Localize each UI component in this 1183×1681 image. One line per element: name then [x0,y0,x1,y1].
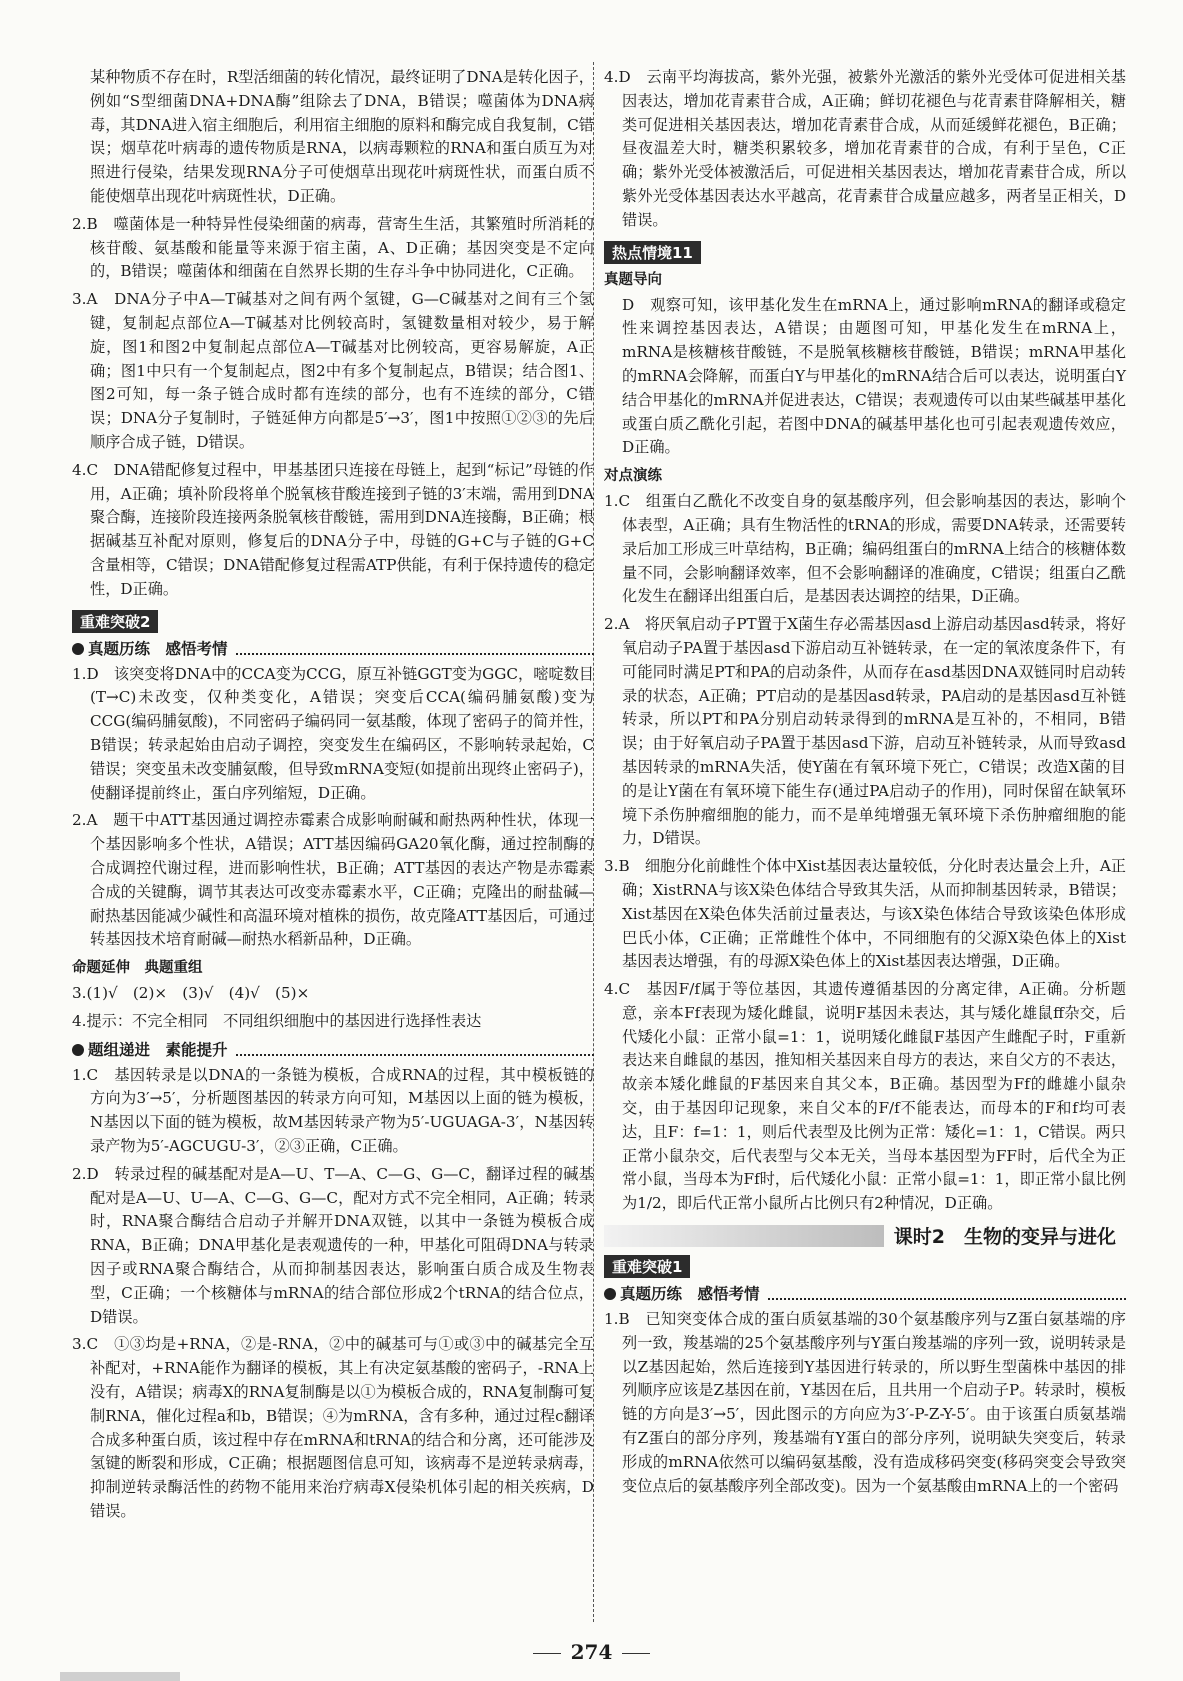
page-number-text: 274 [570,1640,613,1664]
left-column [72,66,594,1528]
answer-d1: 1.C 组蛋白乙酰化不改变自身的氨基酸序列，但会影响基因的表达，影响个体表型，A正确；具有生物活性的tRNA的形成，需要DNA转录，还需要转录后加工形成三叶草结构，B正确；编码组蛋白的mRNA上结合的核糖体数量不同，会影响翻译效率，但不会影响翻译的准确度，C错误；组蛋白乙酰化发生在翻译出组蛋白后，是基因表达调控的结果，D正确。 [604,492,1126,606]
bullet-disc-icon [72,1044,84,1056]
lesson-banner [604,1222,1126,1249]
answer-4-hint: 4.提示：不完全相同 不同组织细胞中的基因进行选择性表达 [72,1011,482,1030]
paragraph-intro: 某种物质不存在时，R型活细菌的转化情况，最终证明了DNA是转化因子，例如“S型细菌DNA+DNA酶”组除去了DNA，B错误；噬菌体为DNA病毒，其DNA进入宿主细胞后，利用宿主细胞的原料和酶完成自我复制，C错误；烟草花叶病毒的遗传物质是RNA，以病毒颗粒的RNA和蛋白质互为对照进行侵染，结果发现RNA分子可使烟草出现花叶病斑性状，而蛋白质不能使烟草出现花叶病斑性状，D正确。 [90,68,594,205]
answer-d3: 3.B 细胞分化前雌性个体中Xist基因表达量较低，分化时表达量会上升，A正确；XistRNA与该X染色体结合导致其失活，从而抑制基因转录，B错误；Xist基因在X染色体失活前过量表达，与该X染色体结合导致该染色体形成巴氏小体，C正确；正常雌性个体中，不同细胞有的父源X染色体上的Xist基因表达增强，有的母源X染色体上的Xist基因表达增强，D正确。 [604,857,1126,971]
answer-last: 1.B 已知突变体合成的蛋白质氨基端的30个氨基酸序列与Z蛋白氨基端的序列一致，羧基端的25个氨基酸序列与Y蛋白羧基端的序列一致，说明转录是以Z基因起始，然后连接到Y基因进行转录的，所以野生型菌株中基因的排列顺序应该是Z基因在前，Y基因在后，且共用一个启动子P。转录时，模板链的方向是3′→5′，因此图示的方向应为3′-P-Z-Y-5′。由于该蛋白质氨基端有Z蛋白的部分序列，羧基端有Y蛋白的部分序列，说明缺失突变后，转录形成的mRNA依然可以编码氨基酸，没有造成移码突变(移码突变会导致突变位点后的氨基酸序列全部改变)。因为一个氨基酸由mRNA上的一个密码 [604,1310,1126,1495]
subsection-title: 真题历练 感悟考情 [88,639,228,658]
heading-duidian-yanlian: 对点演练 [604,468,662,485]
subsection-header-tizu [72,1038,594,1062]
dotted-leader [236,1044,594,1056]
bottom-edge-bar [60,1672,180,1681]
subsection-header-zhenti [72,637,594,661]
subsection-title: 题组递进 素能提升 [88,1040,228,1059]
answer-c2: 2.D 转录过程的碱基配对是A—U、T—A、C—G、G—C，翻译过程的碱基配对是A—U、U—A、C—G、G—C，配对方式不完全相同，A正确；转录时，RNA聚合酶结合启动子并解开DNA双链，以其中一条链为模板合成RNA，B正确；DNA甲基化是表观遗传的一种，甲基化可阻碍DNA与转录因子或RNA聚合酶结合，从而抑制基因表达，影响蛋白质合成及生物表型，C正确；一个核糖体与mRNA的结合部位形成2个tRNA的结合位点，D错误。 [72,1164,594,1326]
dotted-leader [236,643,594,655]
answer-d4: 4.C 基因F/f属于等位基因，其遗传遵循基因的分离定律，A正确。分析题意，亲本Ff表现为矮化雌鼠，说明F基因未表达，其与矮化雄鼠ff杂交，后代矮化小鼠：正常小鼠=1：1，说明矮化雌鼠F基因产生雌配子时，F重新表达来自雌鼠的基因，推知相关基因来自母方的表达，来自父方的不表达，故亲本矮化雌鼠的F基因来自其父本，B正确。基因型为Ff的雌雄小鼠杂交，由于基因印记现象，来自父本的F/f不能表达，而母本的F和f均可表达，且F：f=1：1，则后代表型及比例为正常：矮化=1：1，C错误。两只正常小鼠杂交，后代表型与父本无关，当母本基因型为FF时，后代全为正常小鼠，当母本为Ff时，后代矮化小鼠：正常小鼠=1：1，即正常小鼠比例为1/2，即后代正常小鼠所占比例只有2种情况，D正确。 [604,980,1126,1213]
page-number [0,1640,1183,1664]
section-tag-zhongnan-1: 重难突破1 [604,1255,690,1278]
answer-4: 4.C DNA错配修复过程中，甲基基团只连接在母链上，起到“标记”母链的作用，A正确；填补阶段将单个脱氧核苷酸连接到子链的3′末端，需用到DNA聚合酶，连接阶段连接两条脱氧核苷酸链，需用到DNA连接酶，B正确；根据碱基互补配对原则，修复后的DNA分子中，母链的G+C与子链的G+C含量相等，C错误；DNA错配修复过程需ATP供能，有利于保持遗传的稳定性，D正确。 [72,460,594,598]
lesson-banner-bar [604,1225,884,1247]
answer-c3: 3.C ①③均是+RNA，②是-RNA，②中的碱基可与①或③中的碱基完全互补配对，+RNA能作为翻译的模板，其上有决定氨基酸的密码子，-RNA上没有，A错误；病毒X的RNA复制酶是以①为模板合成的，RNA复制酶可复制RNA，催化过程a和b，B错误；④为mRNA，含有多种，通过过程c翻译合成多种蛋白质，该过程中存在mRNA和tRNA的结合和分离，还可能涉及氢键的断裂和形成，C正确；根据题图信息可知，该病毒不是逆转录病毒，抑制逆转录酶活性的药物不能用来治疗病毒X侵染机体引起的相关疾病，D错误。 [72,1335,594,1521]
bullet-disc-icon [604,1288,616,1300]
answer-3: 3.A DNA分子中A—T碱基对之间有两个氢键，G—C碱基对之间有三个氢键，复制起点部位A—T碱基对比例较高时，氢键数量相对较少，易于解旋，图1和图2中复制起点部位A—T碱基对比例较高，更容易解旋，A正确；图1中只有一个复制起点，图2中有多个复制起点，B错误；结合图1、图2可知，每一条子链合成时都有连续的部分，也有不连续的部分，C错误；DNA分子复制时，子链延伸方向都是5′→3′，图1中按照①②③的先后顺序合成子链，D错误。 [72,290,594,451]
heading-zhenti-daoxiang: 真题导向 [604,271,662,288]
lesson-title: 课时2 生物的变异与进化 [893,1226,1116,1249]
page-number-dash-right [622,1653,650,1654]
answer-daoxiang: D 观察可知，该甲基化发生在mRNA上，通过影响mRNA的翻译或稳定性来调控基因表达，A错误；由题图可知，甲基化发生在mRNA上，mRNA是核糖核苷酸链，不是脱氧核糖核苷酸链，B错误；mRNA甲基化的mRNA会降解，而蛋白Y与甲基化的mRNA结合后可以表达，说明蛋白Y结合甲基化的mRNA并促进表达，C错误；表观遗传可以由某些碱基甲基化或蛋白质乙酰化引起，若图中DNA的碱基甲基化也可引起表观遗传效应，D正确。 [622,295,1126,457]
answer-c1: 1.C 基因转录是以DNA的一条链为模板，合成RNA的过程，其中模板链的方向为3′→5′，分析题图基因的转录方向可知，M基因以上面的链为模板，N基因以下面的链为模板，故M基因转录产物为5′-UGUAGA-3′，N基因转录产物为5′-AGCUGU-3′，②③正确，C正确。 [72,1065,594,1156]
section-tag-zhongnan-2: 重难突破2 [72,610,158,633]
page-number-dash-left [533,1653,561,1654]
answer-b1: 1.D 该突变将DNA中的CCA变为CCG，原互补链GGT变为GGC，嘧啶数目(T→C)未改变，仅种类变化，A错误；突变后CCA(编码脯氨酸)变为CCG(编码脯氨酸)，不同密码子编码同一氨基酸，体现了密码子的简并性，B错误；转录起始由启动子调控，突变发生在编码区，不影响转录起始，C错误；突变虽未改变脯氨酸，但导致mRNA变短(如提前出现终止密码子)，使翻译提前终止，蛋白序列缩短，D正确。 [72,664,594,802]
answer-2: 2.B 噬菌体是一种特异性侵染细菌的病毒，营寄生生活，其繁殖时所消耗的核苷酸、氨基酸和能量等来源于宿主菌，A、D正确；基因突变是不定向的，B错误；噬菌体和细菌在自然界长期的生存斗争中协同进化，C正确。 [72,214,594,281]
answer-r4: 4.D 云南平均海拔高，紫外光强，被紫外光激活的紫外光受体可促进相关基因表达，增加花青素苷合成，A正确；鲜切花褪色与花青素苷降解相关，糖类可促进相关基因表达，增加花青素苷合成，从而延缓鲜花褪色，B正确；昼夜温差大时，糖类积累较多，增加花青素苷的合成，有利于呈色，C正确；紫外光受体被激活后，可促进相关基因表达，增加花青素苷合成，所以紫外光受体基因表达水平越高，花青素苷合成量应越多，两者呈正相关，D错误。 [604,68,1126,229]
subsection-header-zhenti-2 [604,1282,1126,1306]
answer-b2: 2.A 题干中ATT基因通过调控赤霉素合成影响耐碱和耐热两种性状，体现一个基因影响多个性状，A错误；ATT基因编码GA20氧化酶，通过控制酶的合成调控代谢过程，进而影响性状，B正确；ATT基因的表达产物是赤霉素合成的关键酶，调节其表达可改变赤霉素水平，C正确；克隆出的耐盐碱—耐热基因能减少碱性和高温环境对植株的损伤，故克隆ATT基因后，可通过转基因技术培育耐碱—耐热水稻新品种，D正确。 [72,811,594,949]
section-tag-redian-11: 热点情境11 [604,241,701,264]
bullet-disc-icon [72,643,84,655]
subsection-title: 真题历练 感悟考情 [620,1285,760,1304]
right-column [604,66,1126,1502]
heading-mingti-yanshen: 命题延伸 典题重组 [72,960,203,977]
dotted-leader [768,1288,1126,1300]
answer-d2: 2.A 将厌氧启动子PT置于X菌生存必需基因asd上游启动基因asd转录，将好氧启动子PA置于基因asd下游启动互补链转录，在一定的氧浓度条件下，有可能同时满足PT和PA的启动条件，从而存在asd基因DNA双链同时启动转录的状态，A正确；PT启动的是基因asd转录，PA启动的是基因asd互补链转录，所以PT和PA分别启动转录得到的mRNA是互补的，不相同，B错误；由于好氧启动子PA置于基因asd下游，启动互补链转录，从而导致asd基因转录的mRNA失活，使Y菌在有氧环境下死亡，C错误；改造X菌的目的是让Y菌在有氧环境下能生存(通过PA启动子的作用)，同时保留在缺氧环境下杀伤肿瘤细胞的能力，而不是单纯增强无氧环境下杀伤肿瘤细胞的能力，D错误。 [604,615,1126,848]
answer-3-judgement: 3.(1)√ (2)× (3)√ (4)√ (5)× [72,984,310,1003]
